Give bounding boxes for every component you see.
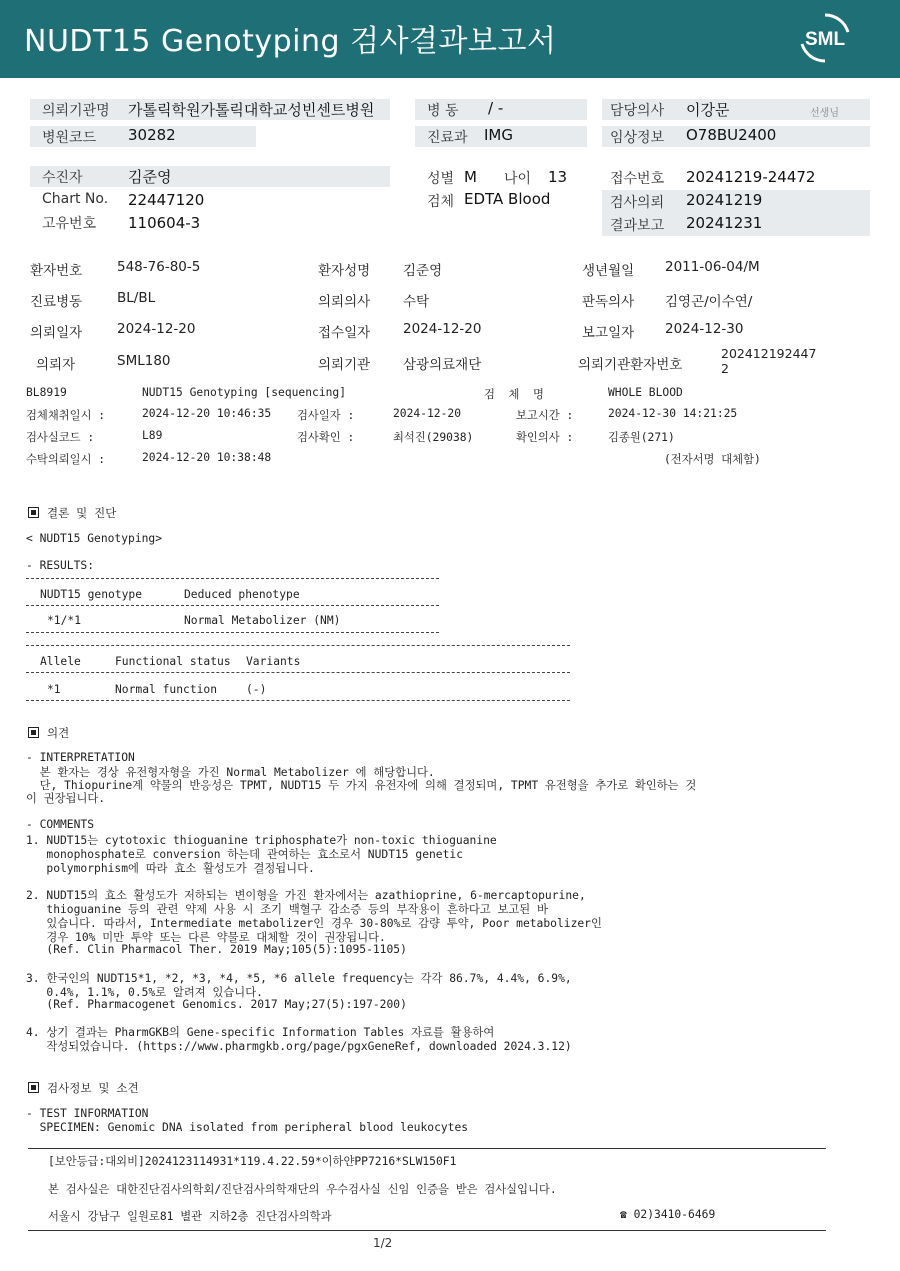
recv-date-value: 2024-12-20 <box>403 321 482 337</box>
ward-value: / - <box>488 99 504 117</box>
phenotype-col-header: Deduced phenotype <box>184 588 300 601</box>
reading-doctor-label: 판독의사 <box>582 294 635 310</box>
institution-value: 가톨릭학원가톨릭대학교성빈센트병원 <box>128 101 375 119</box>
inst-patient-no-value-cont: 2 <box>721 361 729 376</box>
phenotype-value: Normal Metabolizer (NM) <box>184 614 341 627</box>
lab-code-label: 검사실코드 : <box>26 431 95 444</box>
divider <box>26 632 439 633</box>
dept-label: 진료과 <box>427 130 468 146</box>
ward-label: 병 동 <box>427 103 459 119</box>
comment-line: 2. NUDT15의 효소 활성도가 저하되는 변이형을 가진 환자에서는 azathioprine, 6-mercaptopurine, <box>26 889 586 902</box>
genotype-value: *1/*1 <box>47 614 82 627</box>
req-inst-label: 의뢰기관 <box>318 357 371 373</box>
square-bullet-icon <box>28 727 39 738</box>
comment-line: monophosphate로 conversion 하는데 관여하는 효소로서 NUDT15 genetic <box>26 848 464 861</box>
report-time-label: 보고시간 : <box>516 409 574 422</box>
subject-box <box>30 166 390 187</box>
comment-line: 경우 10% 미만 투약 또는 다른 약물로 대체할 것이 권장됩니다. <box>26 931 386 944</box>
request-value: 20241219 <box>686 191 763 209</box>
variants-col-header: Variants <box>246 655 301 668</box>
divider <box>26 672 570 673</box>
comment-line: (Ref. Pharmacogenet Genomics. 2017 May;27(5):197-200) <box>26 998 407 1011</box>
chart-label: Chart No. <box>42 191 109 207</box>
sml-logo <box>796 12 854 64</box>
birth-label: 생년월일 <box>582 263 635 279</box>
subject-value: 김준영 <box>128 168 172 186</box>
allele-col-header: Allele <box>40 655 81 668</box>
patient-name-value: 김준영 <box>403 263 443 279</box>
confirm-doctor-label: 확인의사 : <box>516 431 574 444</box>
receipt-label: 접수번호 <box>610 171 665 187</box>
sex-value: M <box>464 168 477 186</box>
test-name: NUDT15 Genotyping [sequencing] <box>142 386 347 399</box>
testinfo-specimen: SPECIMEN: Genomic DNA isolated from peripheral blood leukocytes <box>26 1121 469 1134</box>
variants-value: (-) <box>246 683 267 696</box>
verify-label: 검사확인 : <box>297 431 355 444</box>
functional-status-col-header: Functional status <box>115 655 231 668</box>
comment-line: 0.4%, 1.1%, 0.5%로 알려져 있습니다. <box>26 986 263 999</box>
test-specimen-value: WHOLE BLOOD <box>608 386 683 399</box>
lab-code-value: L89 <box>142 429 163 442</box>
dept-value: IMG <box>484 126 513 144</box>
req-date-value: 2024-12-20 <box>117 321 196 337</box>
comments-label: - COMMENTS <box>26 818 95 831</box>
allele-value: *1 <box>47 683 61 696</box>
test-date-label: 검사일자 : <box>297 409 355 422</box>
hospital-code-value: 30282 <box>128 126 176 144</box>
comment-line: 있습니다. 따라서, Intermediate metabolizer인 경우 30-80%로 감량 투약, Poor metabolizer인 <box>26 917 602 930</box>
genotype-col-header: NUDT15 genotype <box>40 588 143 601</box>
phone-icon: ☎ <box>620 1208 627 1221</box>
comment-line: 4. 상기 결과는 PharmGKB의 Gene-specific Information Tables 자료를 활용하여 <box>26 1026 495 1039</box>
cert-line: 본 검사실은 대한진단검사의학회/진단검사의학재단의 우수검사실 신임 인증을 받은 검사실입니다. <box>48 1183 557 1196</box>
confirm-doctor-value: 김종원(271) <box>608 431 675 444</box>
footer-bottom-rule <box>28 1230 826 1231</box>
esign-note: (전자서명 대체함) <box>664 453 761 466</box>
square-bullet-icon <box>28 507 39 518</box>
comment-line: (Ref. Clin Pharmacol Ther. 2019 May;105(5):1095-1105) <box>26 943 407 956</box>
logo-text: SML <box>804 29 846 50</box>
age-label: 나이 <box>504 171 532 187</box>
test-date-value: 2024-12-20 <box>393 407 462 420</box>
receipt-value: 20241219-24472 <box>686 168 816 186</box>
report-title: NUDT15 Genotyping 검사결과보고서 <box>24 24 557 59</box>
test-code: BL8919 <box>26 386 67 399</box>
comment-line: 1. NUDT15는 cytotoxic thioguanine triphosphate가 non-toxic thioguanine <box>26 834 497 847</box>
req-doctor-value: 수탁 <box>403 294 430 310</box>
interpretation-line: 본 환자는 경상 유전형자형을 가진 Normal Metabolizer 에 해당합니다. <box>26 766 435 779</box>
opinion-section-title: 의견 <box>47 726 70 740</box>
comment-line: 작성되었습니다. (https://www.pharmgkb.org/page/pgxGeneRef, downloaded 2024.3.12) <box>26 1040 572 1053</box>
divider <box>26 605 439 606</box>
uid-label: 고유번호 <box>42 216 97 232</box>
clinical-value: O78BU2400 <box>686 126 777 144</box>
req-inst-value: 삼광의료재단 <box>403 357 482 373</box>
sex-label: 성별 <box>427 171 455 187</box>
footer-top-rule <box>28 1148 826 1149</box>
result-subtitle: < NUDT15 Genotyping> <box>26 532 163 545</box>
reading-doctor-value: 김영곤/이수연/ <box>665 294 753 310</box>
rep-date-label: 보고일자 <box>582 325 635 341</box>
comment-line: thioguanine 등의 관련 약제 사용 시 조기 백혈구 감소증 등의 부작용이 흔하다고 보고된 바 <box>26 903 548 916</box>
testinfo-section-heading <box>28 1080 139 1096</box>
phone-line <box>620 1208 715 1221</box>
uid-value: 110604-3 <box>128 214 201 232</box>
inst-patient-no-value: 202412192447 <box>721 346 817 361</box>
birth-value: 2011-06-04/M <box>665 259 760 275</box>
patient-id-label: 환자번호 <box>30 263 83 279</box>
req-doctor-label: 의뢰의사 <box>318 294 371 310</box>
patient-name-label: 환자성명 <box>318 263 371 279</box>
security-line: [보안등급:대외비]2024123114931*119.4.22.59*이하얀PP7216*SLW150F1 <box>48 1155 457 1168</box>
clinical-label: 임상정보 <box>610 130 665 146</box>
comment-line: 3. 한국인의 NUDT15*1, *2, *3, *4, *5, *6 allele frequency는 각각 86.7%, 4.4%, 6.9%, <box>26 972 572 985</box>
testinfo-label: - TEST INFORMATION <box>26 1107 149 1120</box>
ward-grid-value: BL/BL <box>117 290 156 306</box>
rep-date-value: 2024-12-30 <box>665 321 744 337</box>
req-date-label: 의뢰일자 <box>30 325 83 341</box>
opinion-section-heading <box>28 725 69 741</box>
collect-time-label: 검체채취일시 : <box>26 409 106 422</box>
testinfo-section-title: 검사정보 및 소견 <box>47 1081 139 1095</box>
test-specimen-label: 검 체 명 <box>484 388 544 401</box>
ward-grid-label: 진료병동 <box>30 294 83 310</box>
status-value: Normal function <box>115 683 218 696</box>
collect-time-value: 2024-12-20 10:46:35 <box>142 407 272 420</box>
inst-patient-no-label: 의뢰기관환자번호 <box>578 357 683 373</box>
report-value: 20241231 <box>686 214 763 232</box>
consign-time-value: 2024-12-20 10:38:48 <box>142 451 272 464</box>
hospital-code-label: 병원코드 <box>42 130 97 146</box>
address-line: 서울시 강남구 일원로81 별관 지하2층 진단검사의학과 <box>48 1210 332 1223</box>
report-label: 결과보고 <box>610 218 665 234</box>
result-section-heading <box>28 505 116 521</box>
interpretation-label: - INTERPRETATION <box>26 751 135 764</box>
result-section-title: 결론 및 진단 <box>47 506 117 520</box>
results-label: - RESULTS: <box>26 559 95 572</box>
comment-line: polymorphism에 따라 효소 활성도가 결정됩니다. <box>26 862 315 875</box>
chart-value: 22447120 <box>128 191 205 209</box>
divider <box>26 645 570 646</box>
subject-label: 수진자 <box>42 170 83 186</box>
report-time-value: 2024-12-30 14:21:25 <box>608 407 738 420</box>
interpretation-line: 이 권장됩니다. <box>26 792 106 805</box>
requester-value: SML180 <box>117 353 171 369</box>
recv-date-label: 접수일자 <box>318 325 371 341</box>
doctor-label: 담당의사 <box>610 103 665 119</box>
interpretation-line: 단, Thiopurine계 약물의 반응성은 TPMT, NUDT15 두 가지 유전자에 의해 결정되며, TPMT 유전형을 추가로 확인하는 것 <box>26 779 697 792</box>
divider <box>26 578 439 579</box>
doctor-suffix: 선생님 <box>810 108 839 119</box>
verify-value: 최석진(29038) <box>393 431 474 444</box>
institution-label: 의뢰기관명 <box>42 103 110 119</box>
doctor-value: 이강문 <box>686 101 730 119</box>
phone-number: 02)3410-6469 <box>633 1208 716 1221</box>
requester-label: 의뢰자 <box>36 357 76 373</box>
square-bullet-icon <box>28 1082 39 1093</box>
page-number: 1/2 <box>373 1236 393 1250</box>
request-label: 검사의뢰 <box>610 195 665 211</box>
patient-id-value: 548-76-80-5 <box>117 259 201 275</box>
age-value: 13 <box>548 168 568 186</box>
specimen-value: EDTA Blood <box>464 190 551 208</box>
divider <box>26 700 570 701</box>
specimen-label: 검체 <box>427 194 455 210</box>
consign-time-label: 수탁의뢰일시 : <box>26 453 106 466</box>
